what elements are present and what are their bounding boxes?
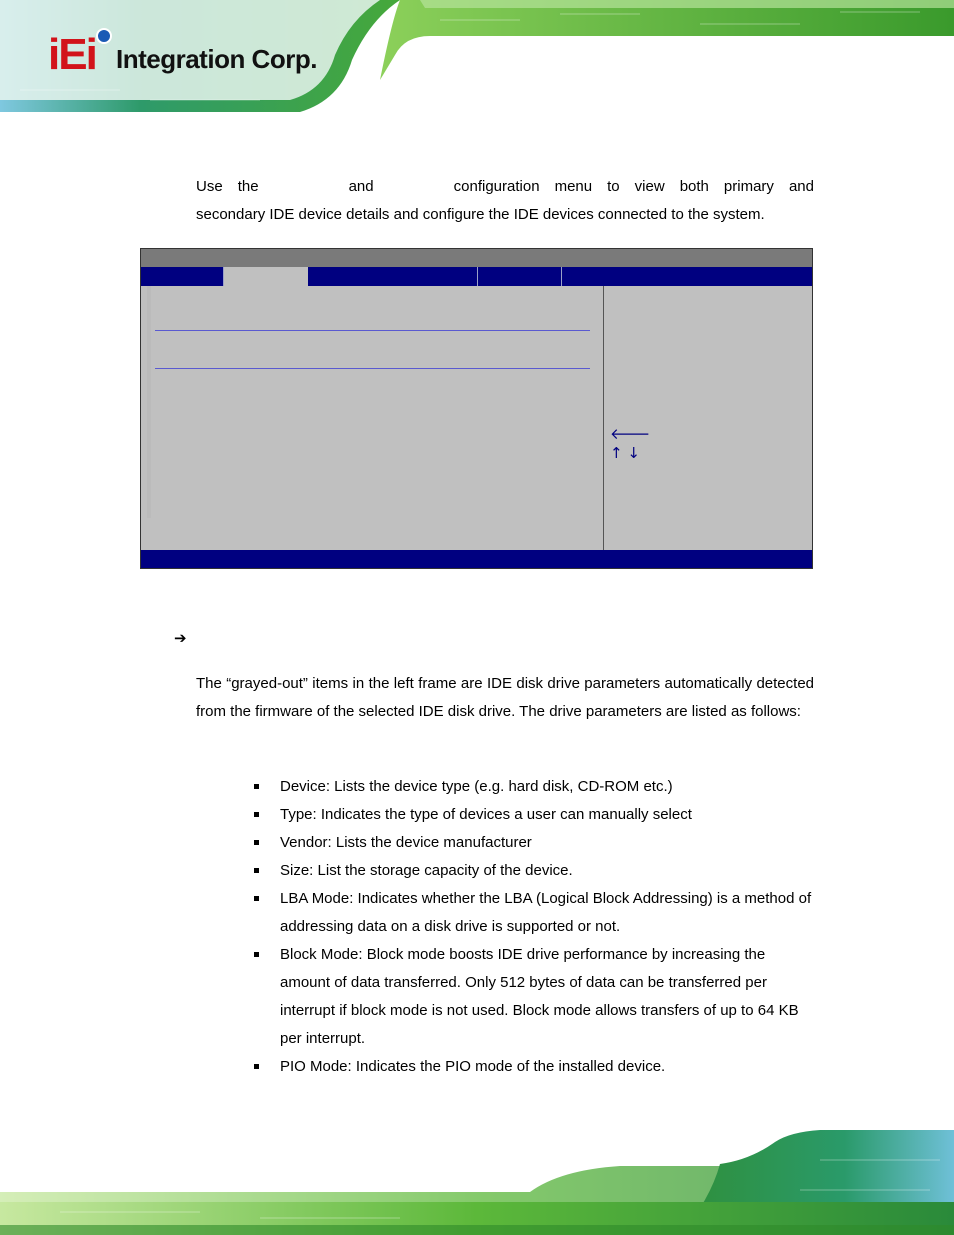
intro-word: Use xyxy=(196,178,223,195)
list-item-text: Device: Lists the device type (e.g. hard disk, CD-ROM etc.) xyxy=(280,778,673,795)
intro-word: primary xyxy=(723,178,774,195)
list-item-text: Block Mode: Block mode boosts IDE drive performance by increasing the amount of data transferred. Only 512 bytes of data can be transferred per interrupt if block mode is not used. Block mode allows transfers of up to 64 KB per interrupt. xyxy=(280,946,799,1047)
intro-word: and xyxy=(348,178,374,195)
company-logo xyxy=(48,28,348,78)
arrow-up-down-icon: ↑ ↓ xyxy=(610,444,640,462)
bios-left-border xyxy=(147,286,151,518)
intro-word: configuration xyxy=(453,178,540,195)
bios-status-bar xyxy=(141,550,812,568)
bios-left-frame xyxy=(147,286,604,550)
list-item-text: LBA Mode: Indicates whether the LBA (Logical Block Addressing) is a method of addressing data on a disk drive is supported or not. xyxy=(280,890,812,935)
bullet-square-icon xyxy=(254,812,259,817)
bios-title-bar xyxy=(141,249,812,267)
bios-help-frame xyxy=(604,286,812,550)
intro-word: and xyxy=(788,178,814,195)
intro-line-2: secondary IDE device details and configure the IDE devices connected to the system. xyxy=(196,206,765,223)
parameter-list xyxy=(252,773,814,1081)
list-item xyxy=(252,829,814,857)
logo-iei-text: iEi xyxy=(48,30,96,79)
bios-tab-boot[interactable] xyxy=(478,267,562,286)
intro-word-blank xyxy=(274,173,334,201)
intro-paragraph xyxy=(196,173,814,229)
bullet-square-icon xyxy=(254,896,259,901)
arrow-right-icon: ➔ xyxy=(174,629,187,647)
list-item xyxy=(252,885,814,941)
bios-screen xyxy=(140,248,813,569)
list-item xyxy=(252,857,814,885)
intro-word: both xyxy=(679,178,709,195)
bullet-square-icon xyxy=(254,868,259,873)
list-item xyxy=(252,941,814,1053)
bullet-square-icon xyxy=(254,784,259,789)
intro-word-blank xyxy=(389,173,439,201)
list-item-text: Type: Indicates the type of devices a user can manually select xyxy=(280,806,692,823)
body-paragraph: The “grayed-out” items in the left frame are IDE disk drive parameters automatically detected from the firmware of the selected IDE disk drive. The drive parameters are listed as follows: xyxy=(196,675,814,720)
bios-separator xyxy=(155,330,590,331)
list-item-text: Size: List the storage capacity of the device. xyxy=(280,862,573,879)
list-item-text: Vendor: Lists the device manufacturer xyxy=(280,834,532,851)
arrow-left-icon: 🡐 xyxy=(610,425,651,443)
intro-word: menu xyxy=(554,178,593,195)
bullet-square-icon xyxy=(254,952,259,957)
bios-tab-main[interactable] xyxy=(141,267,224,286)
bios-separator xyxy=(155,368,590,369)
list-item-text: PIO Mode: Indicates the PIO mode of the installed device. xyxy=(280,1058,666,1075)
list-item xyxy=(252,773,814,801)
bullet-square-icon xyxy=(254,1064,259,1069)
list-item xyxy=(252,1053,814,1081)
intro-word: view xyxy=(634,178,665,195)
bios-tab-advanced[interactable] xyxy=(224,267,308,286)
intro-word: to xyxy=(607,178,620,195)
bullet-square-icon xyxy=(254,840,259,845)
logo-iei xyxy=(48,30,96,80)
bios-tab-security[interactable] xyxy=(562,267,812,286)
bios-menu-bar xyxy=(141,267,812,286)
logo-dot-icon xyxy=(96,28,112,44)
bios-tab-pci[interactable] xyxy=(308,267,478,286)
header-banner xyxy=(0,0,954,115)
intro-line-1 xyxy=(196,173,814,201)
list-item xyxy=(252,801,814,829)
footer-banner-graphic xyxy=(0,1130,954,1235)
logo-corp-text: Integration Corp. xyxy=(116,44,317,74)
intro-word: the xyxy=(237,178,259,195)
footer-banner xyxy=(0,1130,954,1235)
